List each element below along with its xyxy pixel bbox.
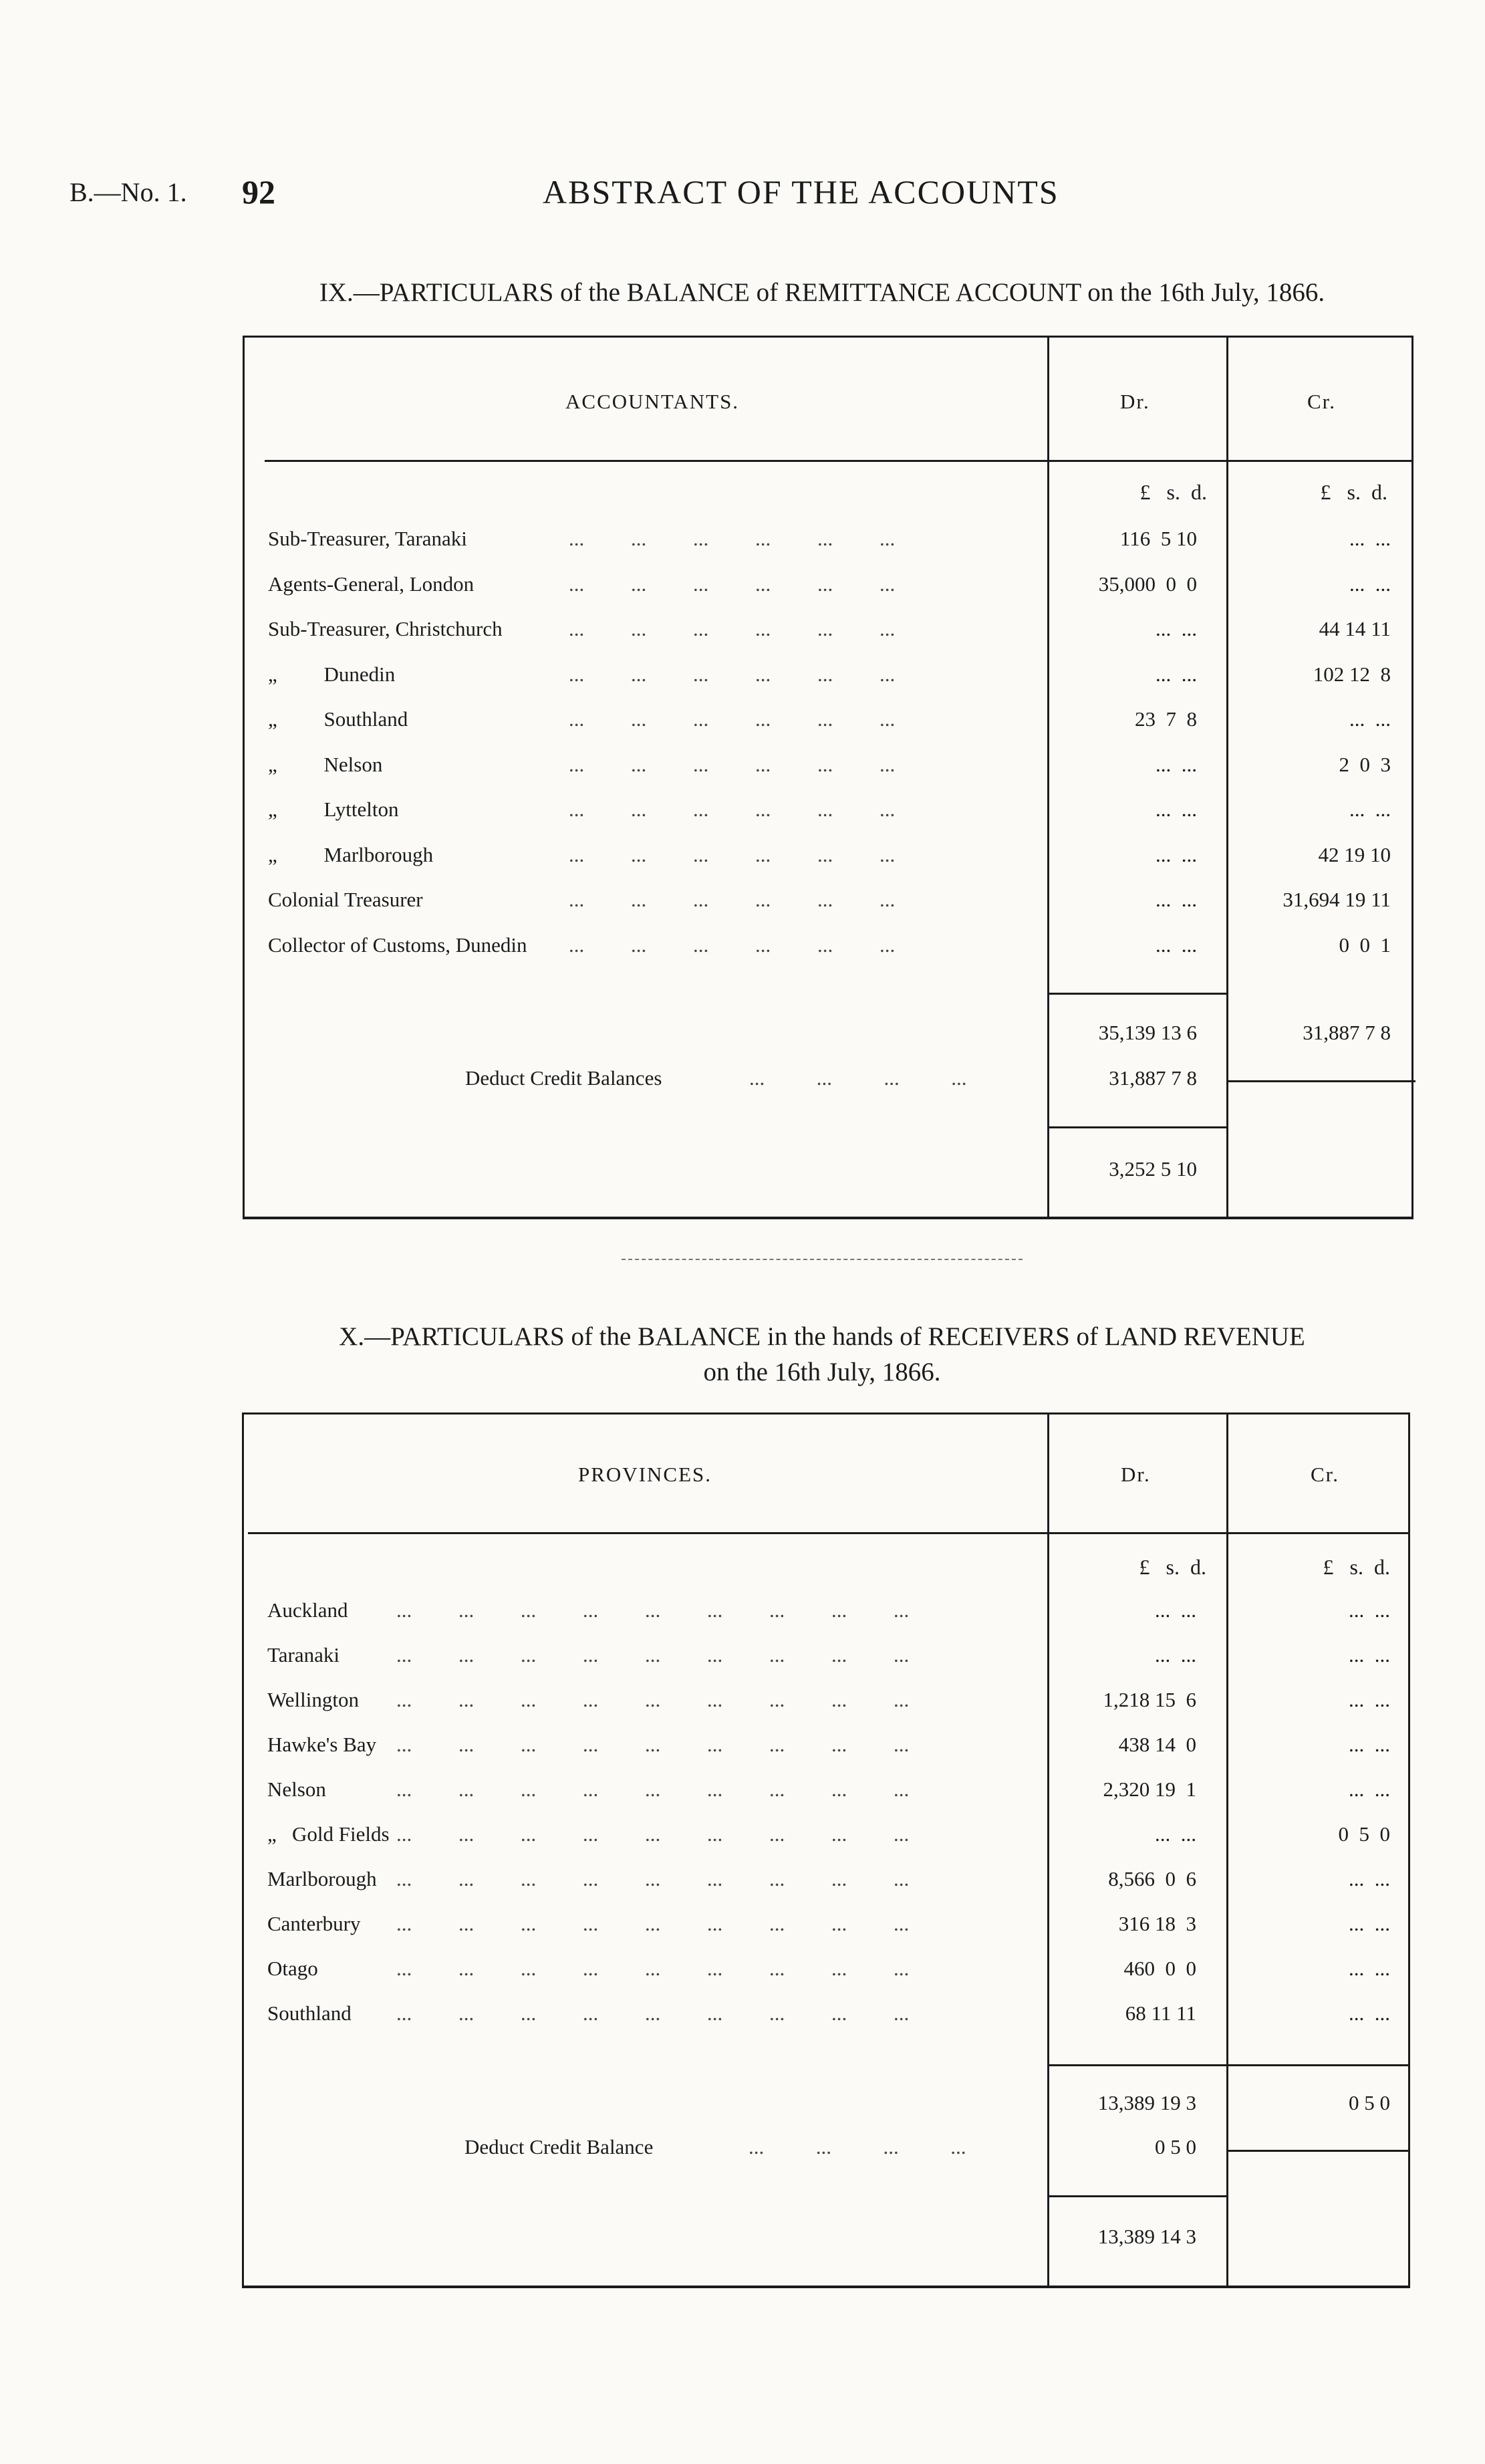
debit-cell: 23 7 8 [1135, 707, 1197, 731]
debit-cell: 460 0 0 [1123, 1957, 1196, 1980]
leader-dots: ... ... ... ... ... ... [569, 527, 896, 550]
debit-cell: 438 14 0 [1118, 1733, 1196, 1756]
credit-cell: ... ... [1349, 1867, 1390, 1890]
debit-cell: ... ... [1156, 888, 1197, 911]
credit-column-header: Cr. [1307, 390, 1337, 413]
page-header [0, 172, 1485, 213]
section-divider [622, 1259, 1023, 1260]
debit-cell: 35,000 0 0 [1098, 572, 1197, 596]
table-row [245, 933, 1411, 967]
debit-cell: 68 11 11 [1125, 2001, 1196, 2025]
header-rule [265, 460, 1413, 462]
debit-cell: 2,320 19 1 [1103, 1777, 1196, 1801]
leader-dots: ... ... ... ... ... ... [569, 662, 896, 686]
debit-cell: 1,218 15 6 [1103, 1688, 1196, 1711]
deduct-label: Deduct Credit Balances [465, 1066, 662, 1090]
page-number: 92 [242, 173, 275, 211]
table-row [245, 843, 1411, 876]
debit-cell: ... ... [1155, 1643, 1196, 1667]
credit-cell: ... ... [1349, 1643, 1390, 1667]
provinces-column-header: PROVINCES. [578, 1463, 712, 1486]
accountants-column-header: ACCOUNTANTS. [565, 390, 740, 413]
leader-dots: ... ... ... ... ... ... [569, 752, 896, 776]
leader-dots: ... ... ... ... ... ... [569, 933, 896, 957]
debit-column-header: Dr. [1120, 390, 1150, 413]
credit-cell: 0 5 0 [1338, 1822, 1390, 1846]
credit-cell: ... ... [1349, 1598, 1390, 1622]
table-row [245, 617, 1411, 650]
debit-cell: ... ... [1156, 617, 1197, 640]
row-label: Sub-Treasurer, Taranaki [268, 527, 467, 550]
leader-dots: ... ... ... ... ... ... ... ... ... [396, 1912, 910, 1935]
remittance-table [243, 336, 1413, 1219]
leader-dots: ... ... ... ... ... ... [569, 617, 896, 640]
row-label: Sub-Treasurer, Christchurch [268, 617, 503, 640]
row-label: Otago [267, 1957, 318, 1980]
total-debit: 13,389 19 3 [1097, 2091, 1196, 2114]
credit-cell: 42 19 10 [1318, 842, 1391, 866]
total-rule [1047, 993, 1226, 995]
row-label: Auckland [267, 1598, 348, 1622]
table-row [245, 753, 1411, 786]
land-revenue-table [242, 1412, 1410, 2288]
row-label: Canterbury [267, 1912, 361, 1935]
credit-cell: 44 14 11 [1319, 617, 1391, 640]
leader-dots: ... ... ... ... ... ... ... ... ... [396, 1867, 910, 1890]
total-credit: 31,887 7 8 [1303, 1021, 1391, 1044]
row-label: „ Southland [268, 707, 408, 731]
deduct-leader-dots: ... ... ... ... [749, 1066, 967, 1090]
credit-rule [1226, 1080, 1415, 1082]
table-row [244, 1912, 1408, 1945]
row-label: Hawke's Bay [267, 1733, 377, 1756]
leader-dots: ... ... ... ... ... ... ... ... ... [396, 1777, 910, 1801]
credit-cell: ... ... [1349, 707, 1391, 731]
table-row [245, 527, 1411, 560]
section-x-title-line2: on the 16th July, 1866. [703, 1358, 941, 1386]
table-row [244, 1688, 1408, 1721]
table-row [244, 1777, 1408, 1811]
balance-debit: 3,252 5 10 [1109, 1157, 1197, 1181]
credit-cell: ... ... [1349, 797, 1391, 821]
table-row [244, 2001, 1408, 2035]
leader-dots: ... ... ... ... ... ... ... ... ... [396, 1957, 910, 1980]
row-label: Southland [267, 2001, 352, 2025]
balance-rule [1047, 2195, 1226, 2197]
total-rule [1047, 2064, 1408, 2066]
credit-cell: ... ... [1349, 1688, 1390, 1711]
row-label: „ Dunedin [268, 662, 396, 686]
debit-cell: 8,566 0 6 [1108, 1867, 1196, 1890]
credit-cell: ... ... [1349, 1733, 1390, 1756]
credit-cell: ... ... [1349, 2001, 1390, 2025]
leader-dots: ... ... ... ... ... ... ... ... ... [396, 1643, 910, 1667]
leader-dots: ... ... ... ... ... ... [569, 797, 896, 821]
row-label: Colonial Treasurer [268, 888, 423, 911]
balance-rule [1047, 1126, 1226, 1128]
row-label: „ Lyttelton [268, 797, 399, 821]
credit-money-header: £ s. d. [1323, 1555, 1390, 1579]
credit-cell: ... ... [1349, 1912, 1390, 1935]
debit-cell: ... ... [1156, 662, 1197, 686]
debit-cell: 116 5 10 [1119, 527, 1197, 550]
credit-cell: ... ... [1349, 1777, 1390, 1801]
debit-cell: ... ... [1156, 933, 1197, 957]
leader-dots: ... ... ... ... ... ... [569, 707, 896, 731]
table-row [245, 662, 1411, 696]
leader-dots: ... ... ... ... ... ... [569, 888, 896, 911]
leader-dots: ... ... ... ... ... ... ... ... ... [396, 2001, 910, 2025]
row-label: Wellington [267, 1688, 359, 1711]
credit-cell: ... ... [1349, 1957, 1390, 1980]
total-debit: 35,139 13 6 [1098, 1021, 1197, 1044]
leader-dots: ... ... ... ... ... ... [569, 842, 896, 866]
table-row [245, 797, 1411, 831]
credit-cell: ... ... [1349, 527, 1391, 550]
credit-cell: ... ... [1349, 572, 1391, 596]
leader-dots: ... ... ... ... ... ... [569, 572, 896, 596]
leader-dots: ... ... ... ... ... ... ... ... ... [396, 1598, 910, 1622]
debit-cell: ... ... [1156, 797, 1197, 821]
table-row [244, 1867, 1408, 1900]
credit-cell: 2 0 3 [1339, 752, 1391, 776]
leader-dots: ... ... ... ... ... ... ... ... ... [396, 1688, 910, 1711]
table-row [245, 572, 1411, 606]
row-label: Marlborough [267, 1867, 377, 1890]
table-row [244, 1643, 1408, 1677]
row-label: „ Marlborough [268, 842, 434, 866]
debit-money-header: £ s. d. [1139, 1555, 1206, 1579]
debit-column-header: Dr. [1121, 1463, 1151, 1486]
row-label: Agents-General, London [268, 572, 475, 596]
debit-money-header: £ s. d. [1139, 480, 1207, 504]
deduct-debit: 31,887 7 8 [1109, 1066, 1197, 1090]
credit-money-header: £ s. d. [1320, 480, 1387, 504]
table-row [245, 707, 1411, 741]
deduct-leader-dots: ... ... ... ... [749, 2135, 966, 2159]
document-reference: B.—No. 1. [70, 177, 187, 207]
row-label: Taranaki [267, 1643, 340, 1667]
debit-cell: 316 18 3 [1118, 1912, 1196, 1935]
debit-cell: ... ... [1156, 752, 1197, 776]
table-row [245, 888, 1411, 921]
leader-dots: ... ... ... ... ... ... ... ... ... [396, 1733, 910, 1756]
deduct-label: Deduct Credit Balance [464, 2135, 654, 2159]
section-x-title-line1: X.—PARTICULARS of the BALANCE in the hands of RECEIVERS of LAND REVENUE [339, 1322, 1305, 1351]
table-row [244, 1733, 1408, 1766]
deduct-debit: 0 5 0 [1155, 2135, 1196, 2159]
header-rule [248, 1532, 1408, 1534]
row-label: Nelson [267, 1777, 326, 1801]
total-credit: 0 5 0 [1349, 2091, 1390, 2114]
credit-column-header: Cr. [1311, 1463, 1340, 1486]
credit-cell: 102 12 8 [1313, 662, 1391, 686]
debit-cell: ... ... [1155, 1822, 1196, 1846]
page-title: ABSTRACT OF THE ACCOUNTS [543, 173, 1059, 211]
debit-cell: ... ... [1156, 842, 1197, 866]
leader-dots: ... ... ... ... ... ... ... ... ... [396, 1822, 910, 1846]
credit-rule [1226, 2150, 1408, 2152]
table-row [244, 1957, 1408, 1990]
row-label: „ Gold Fields [267, 1822, 390, 1846]
table-row [244, 1598, 1408, 1632]
debit-cell: ... ... [1155, 1598, 1196, 1622]
row-label: Collector of Customs, Dunedin [268, 933, 527, 957]
section-ix-title: IX.—PARTICULARS of the BALANCE of REMITTANCE ACCOUNT on the 16th July, 1866. [319, 278, 1325, 307]
table-row [244, 1822, 1408, 1856]
credit-cell: 0 0 1 [1339, 933, 1391, 957]
credit-cell: 31,694 19 11 [1282, 888, 1391, 911]
balance-debit: 13,389 14 3 [1097, 2225, 1196, 2248]
row-label: „ Nelson [268, 752, 383, 776]
